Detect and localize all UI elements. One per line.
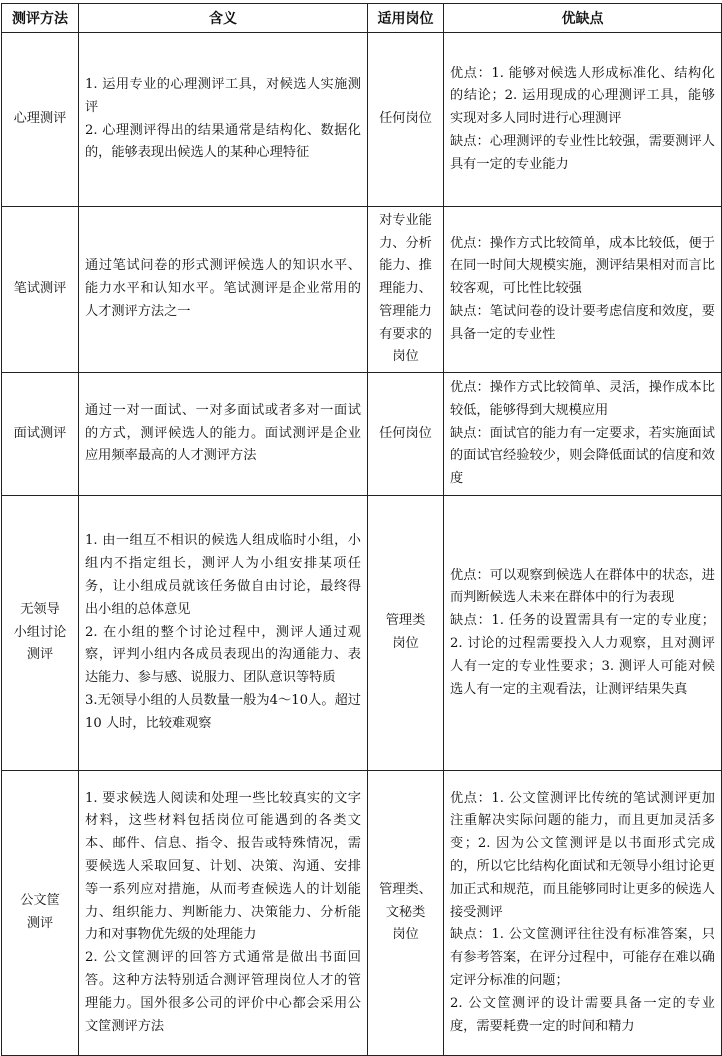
method-cell (2, 207, 79, 373)
method-text: 测评 (26, 916, 54, 931)
method-text: 测评 (26, 647, 54, 663)
header-method: 测评方法 (2, 4, 79, 33)
header-procon: 优缺点 (444, 4, 722, 33)
post-cell (368, 373, 444, 496)
method-text: 公文筐 (20, 893, 60, 909)
procon-text: 缺点：1. 任务的设置需具有一定的专业度；2. 讨论的过程需要投入人力观察，且对测评人有一定的专业性要求；3. 测评人可能对候选人有一定的主观看法，让测评结果失真 (450, 613, 715, 697)
post-cell (368, 496, 444, 771)
method-text: 无领导 (20, 601, 60, 617)
meaning-text: 1. 由一组互不相识的候选人组成临时小组，小组内不指定组长，测评人为小组安排某项任务，让小组成员就该任务做自由讨论，最终得出小组的总体意见 (85, 533, 361, 617)
procon-text: 缺点：面试官的能力有一定要求，若实施面试的面试官经验较少，则会降低面试的信度和效度 (450, 425, 715, 487)
post-cell (368, 207, 444, 373)
procon-cell (444, 771, 722, 1056)
table-row-written (2, 207, 722, 373)
post-text: 任何岗位 (379, 111, 432, 127)
meaning-text: 1. 运用专业的心理测评工具，对候选人实施测评 (85, 76, 361, 115)
procon-text: 优点：可以观察到候选人在群体中的状态，进而判断候选人未来在群体中的行为表现 (450, 567, 715, 606)
post-cell (368, 33, 444, 207)
procon-text: 优点：操作方式比较简单、灵活，操作成本比较低，能够得到大规模应用 (450, 380, 715, 418)
procon-cell (444, 373, 722, 496)
procon-text: 缺点：笔试问卷的设计要考虑信度和效度，要具备一定的专业性 (450, 303, 715, 342)
procon-cell (444, 207, 722, 373)
header-row (2, 4, 722, 33)
procon-cell (444, 496, 722, 771)
meaning-cell (79, 207, 368, 373)
method-cell (2, 771, 79, 1056)
method-cell (2, 373, 79, 496)
method-text: 面试测评 (13, 425, 67, 441)
method-text: 心理测评 (13, 111, 67, 127)
method-text: 小组讨论 (13, 624, 67, 640)
meaning-text: 2. 公文筐测评的回答方式通常是做出书面回答。这种方法特别适合测评管理岗位人才的管理能力。国外很多公司的评价中心都会采用公文筐测评方法 (85, 950, 361, 1034)
post-text: 管理类 (385, 613, 426, 629)
meaning-cell (79, 771, 368, 1056)
post-text: 任何岗位 (379, 425, 432, 441)
procon-text: 优点：1. 能够对候选人形成标准化、结构化的结论；2. 运用现成的心理测评工具，能够实现对多人同时进行心理测评 (450, 65, 715, 127)
post-text: 岗位 (392, 927, 419, 943)
meaning-text: 通过一对一面试、一对多面试或者多对一面试的方式，测评候选人的能力。面试测评是企业应用频率最高的人才测评方法 (85, 402, 361, 464)
meaning-text: 2. 在小组的整个讨论过程中，测评人通过观察，评判小组内各成员表现出的沟通能力、表达能力、参与感、说服力、团队意识等特质 (85, 624, 361, 686)
assessment-methods-table (1, 3, 722, 1056)
procon-text: 优点：操作方式比较简单，成本比较低，便于在同一时间大规模实施，测评结果相对而言比较客观，可比性比较强 (450, 235, 715, 297)
header-post: 适用岗位 (368, 4, 444, 33)
meaning-cell (79, 496, 368, 771)
table-row-leaderless-group (2, 496, 722, 771)
post-text: 对专业能力、分析能力、推理能力、管理能力有要求的岗位 (379, 212, 432, 365)
post-text: 文秘类 (385, 904, 426, 920)
meaning-text: 1. 要求候选人阅读和处理一些比较真实的文字材料，这些材料包括岗位可能遇到的各类文本、邮件、信息、指令、报告或特殊情况，需要候选人采取回复、计划、决策、沟通、安排等一系列应对措施，从而考查候选人的计划能力、组织能力、判断能力、决策能力、分析能力和对事物优先级的处理能力 (85, 790, 361, 943)
header-meaning: 含义 (79, 4, 368, 33)
table-row-psychological (2, 33, 722, 207)
procon-text: 2. 公文筐测评的设计需要具备一定的专业度，需要耗费一定的时间和精力 (450, 995, 715, 1034)
post-text: 岗位 (392, 636, 419, 651)
post-text: 管理类、 (379, 881, 432, 897)
meaning-cell (79, 33, 368, 207)
method-cell (2, 33, 79, 207)
procon-cell (444, 33, 722, 207)
meaning-text: 通过笔试问卷的形式测评候选人的知识水平、能力水平和认知水平。笔试测评是企业常用的人才测评方法之一 (85, 258, 361, 319)
method-cell (2, 496, 79, 771)
meaning-text: 3.无领导小组的人员数量一般为4～10人。超过 10 人时，比较难观察 (85, 692, 361, 731)
post-cell (368, 771, 444, 1056)
procon-text: 缺点：1. 公文筐测评往往没有标准答案，只有参考答案，在评分过程中，可能存在难以确定评分标准的问题； (450, 927, 715, 988)
method-text: 笔试测评 (13, 281, 67, 297)
table-row-in-basket (2, 771, 722, 1056)
procon-text: 缺点：心理测评的专业性比较强，需要测评人具有一定的专业能力 (450, 133, 715, 172)
meaning-cell (79, 373, 368, 496)
table-row-interview (2, 373, 722, 496)
meaning-text: 2. 心理测评得出的结果通常是结构化、数据化的，能够表现出候选人的某种心理特征 (85, 122, 361, 161)
procon-text: 优点：1. 公文筐测评比传统的笔试测评更加注重解决实际问题的能力，而且更加灵活多变；2. 因为公文筐测评是以书面形式完成的，所以它比结构化面试和无领导小组讨论更加正式和规范，而且能够同时让更多的候选人接受测评 (450, 790, 715, 920)
